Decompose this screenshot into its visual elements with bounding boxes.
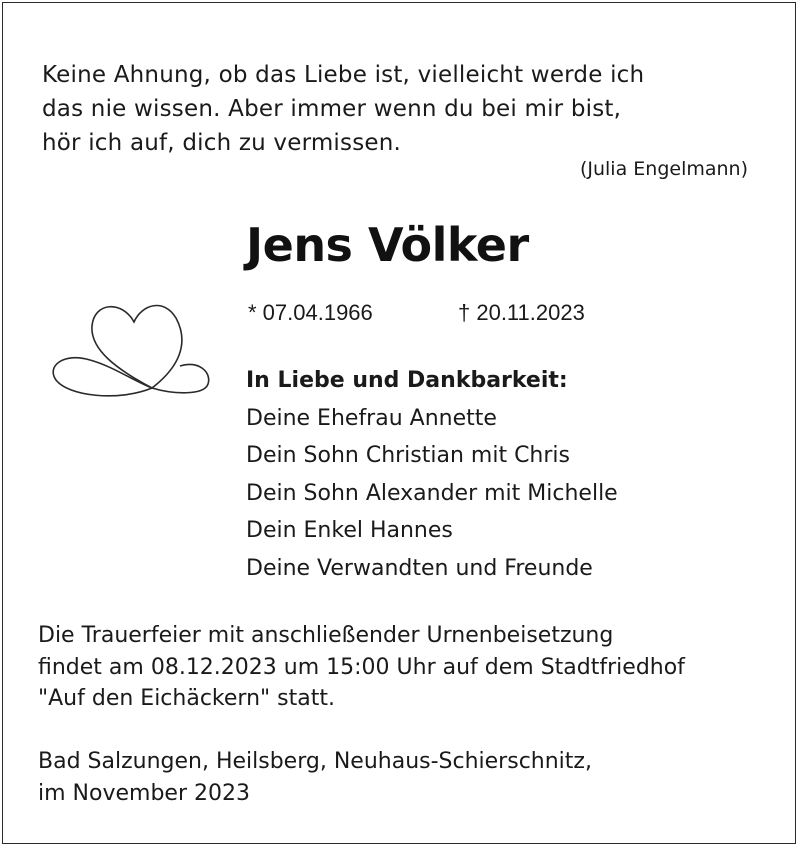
- death-date: † 20.11.2023: [458, 300, 585, 325]
- poem-attribution: (Julia Engelmann): [579, 158, 748, 180]
- mourner-item: Dein Enkel Hannes: [246, 518, 453, 543]
- mourner-item: Dein Sohn Alexander mit Michelle: [246, 480, 618, 506]
- birth-date: * 07.04.1966: [248, 300, 373, 325]
- mourners-heading: In Liebe und Dankbarkeit:: [246, 368, 568, 393]
- funeral-info: [38, 620, 685, 715]
- mourner-item: Dein Sohn Christian mit Chris: [246, 443, 570, 468]
- mourners-list: [246, 362, 618, 587]
- poem-line: hör ich auf, dich zu vermissen.: [42, 130, 402, 156]
- funeral-line: Die Trauerfeier mit anschließender Urnenbeisetzung: [38, 623, 614, 648]
- funeral-line: "Auf den Eichäckern" statt.: [38, 686, 335, 711]
- place-line: Bad Salzungen, Heilsberg, Neuhaus-Schierschnitz,: [38, 749, 592, 774]
- poem: [42, 58, 644, 160]
- place-line: im November 2023: [38, 780, 250, 806]
- place-date: [38, 746, 592, 809]
- poem-line: Keine Ahnung, ob das Liebe ist, vielleicht werde ich: [42, 62, 645, 88]
- mourner-item: Deine Verwandten und Freunde: [246, 555, 593, 581]
- mourner-item: Deine Ehefrau Annette: [246, 405, 497, 431]
- infinity-heart-icon: [48, 296, 218, 406]
- deceased-name: Jens Völker: [246, 218, 529, 272]
- funeral-line: findet am 08.12.2023 um 15:00 Uhr auf dem Stadtfriedhof: [38, 654, 685, 680]
- poem-line: das nie wissen. Aber immer wenn du bei mir bist,: [42, 96, 622, 122]
